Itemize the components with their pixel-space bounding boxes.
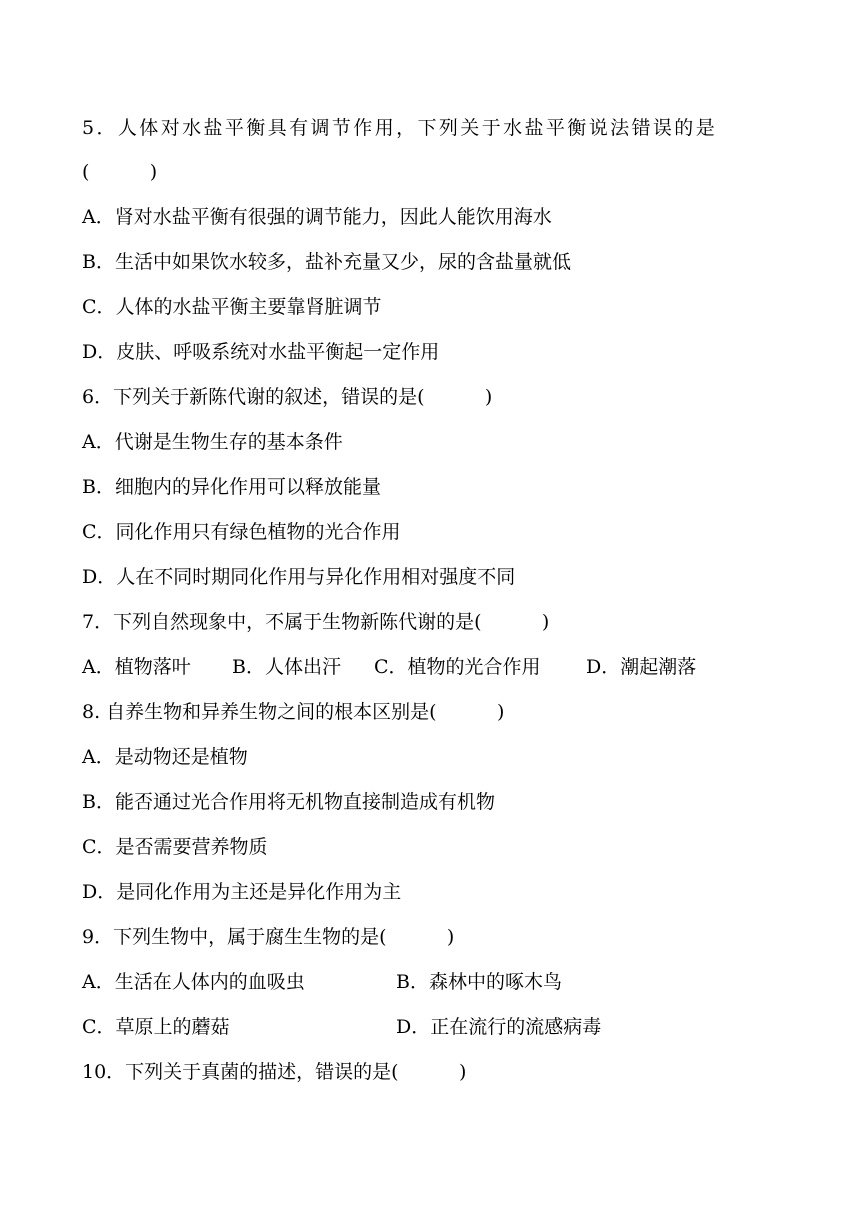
question-5-option-c: C．人体的水盐平衡主要靠肾脏调节 [82,296,382,318]
question-9-stem: 9．下列生物中，属于腐生生物的是( ) [82,926,455,948]
question-7-option-a: A．植物落叶 [82,656,191,678]
question-7-option-c: C．植物的光合作用 [374,656,541,678]
question-5-stem: 5．人体对水盐平衡具有调节作用，下列关于水盐平衡说法错误的是 [82,117,718,139]
question-8-option-a: A．是动物还是植物 [82,746,248,768]
question-9-option-b: B．森林中的啄木鸟 [396,971,562,993]
question-6-option-d: D．人在不同时期同化作用与异化作用相对强度不同 [82,566,516,588]
question-9-option-c: C．草原上的蘑菇 [82,1016,230,1038]
question-8-option-c: C．是否需要营养物质 [82,836,268,858]
question-8-stem: 8. 自养生物和异养生物之间的根本区别是( ) [82,701,505,723]
question-7-option-b: B．人体出汗 [232,656,341,678]
question-6-option-a: A．代谢是生物生存的基本条件 [82,431,343,453]
question-7-stem: 7．下列自然现象中，不属于生物新陈代谢的是( ) [82,611,550,633]
question-9-option-a: A．生活在人体内的血吸虫 [82,971,305,993]
question-5-option-a: A．肾对水盐平衡有很强的调节能力，因此人能饮用海水 [82,206,552,228]
question-8-option-d: D．是同化作用为主还是异化作用为主 [82,881,402,903]
question-8-option-b: B．能否通过光合作用将无机物直接制造成有机物 [82,791,495,813]
question-10-stem: 10．下列关于真菌的描述，错误的是( ) [82,1061,467,1083]
question-5-stem-continuation: ( ) [82,161,158,183]
question-7-option-d: D．潮起潮落 [586,656,697,678]
question-6-option-c: C．同化作用只有绿色植物的光合作用 [82,521,401,543]
question-6-option-b: B．细胞内的异化作用可以释放能量 [82,476,381,498]
question-5-option-d: D．皮肤、呼吸系统对水盐平衡起一定作用 [82,341,440,363]
question-6-stem: 6．下列关于新陈代谢的叙述，错误的是( ) [82,386,493,408]
question-5-option-b: B．生活中如果饮水较多，盐补充量又少，尿的含盐量就低 [82,251,571,273]
question-9-option-d: D．正在流行的流感病毒 [396,1016,602,1038]
